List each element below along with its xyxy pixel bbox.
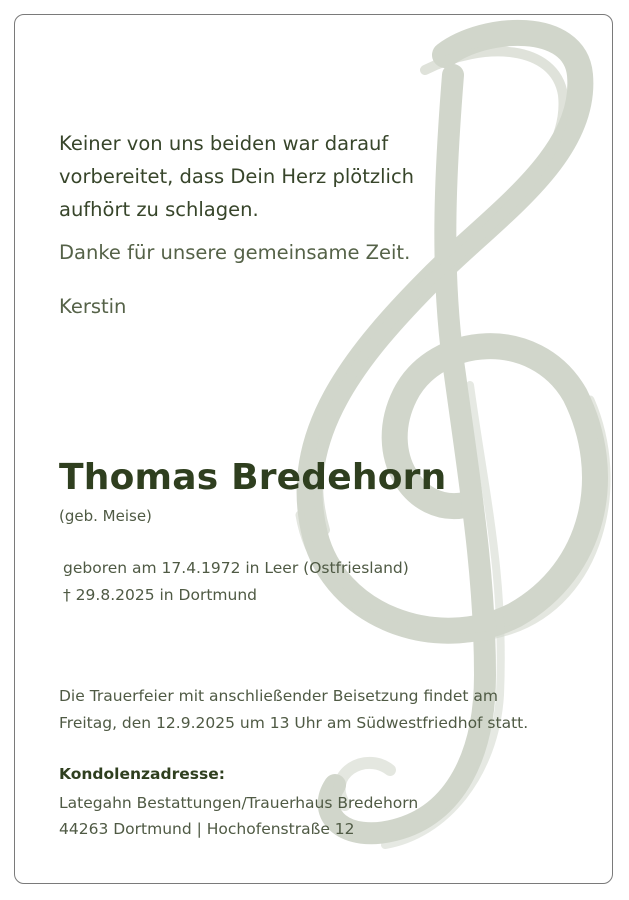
death-line: † 29.8.2025 in Dortmund xyxy=(63,586,257,604)
birth-line: geboren am 17.4.1972 in Leer (Ostfriesland) xyxy=(63,559,409,577)
funeral-line: Die Trauerfeier mit anschließender Beisetzung findet am xyxy=(59,687,499,705)
thanks-line: Danke für unsere gemeinsame Zeit. xyxy=(59,241,411,264)
verse xyxy=(59,127,414,226)
condolence-title: Kondolenzadresse: xyxy=(59,765,225,783)
condolence-address xyxy=(59,790,418,842)
funeral-info xyxy=(59,683,528,737)
signature: Kerstin xyxy=(59,295,127,318)
verse-line: Keiner von uns beiden war darauf xyxy=(59,132,389,155)
verse-line: vorbereitet, dass Dein Herz plötzlich xyxy=(59,165,415,188)
life-dates xyxy=(63,555,409,609)
birth-name: (geb. Meise) xyxy=(59,507,152,525)
funeral-line: Freitag, den 12.9.2025 um 13 Uhr am Südwestfriedhof statt. xyxy=(59,714,529,732)
obituary-card xyxy=(14,14,613,884)
deceased-name: Thomas Bredehorn xyxy=(59,457,447,498)
condolence-line: Lategahn Bestattungen/Trauerhaus Bredehorn xyxy=(59,794,419,812)
verse-line: aufhört zu schlagen. xyxy=(59,198,259,221)
condolence-line: 44263 Dortmund | Hochofenstraße 12 xyxy=(59,820,355,838)
